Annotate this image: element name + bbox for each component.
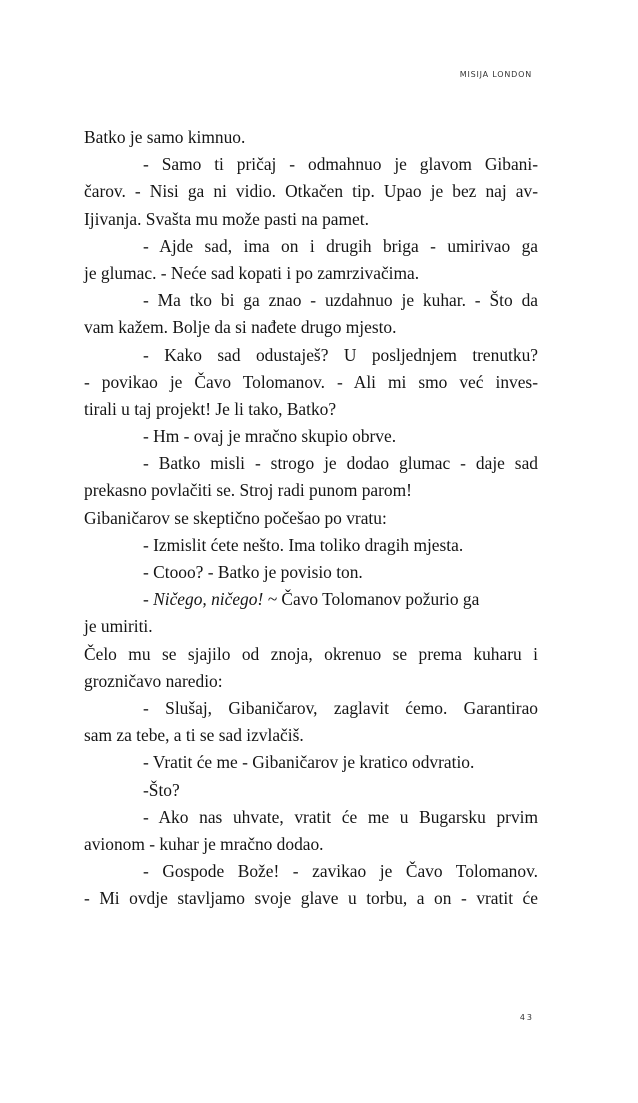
page-number: 43	[519, 1013, 534, 1022]
text-line: - Ctooo? - Batko je povisio ton.	[143, 562, 363, 582]
text-line-italic	[84, 586, 538, 613]
text-line: - Samo ti pričaj - odmahnuo je glavom Gibani-	[143, 154, 538, 175]
text-line: - Hm - ovaj je mračno skupio obrve.	[143, 426, 397, 447]
text-line: - Ajde sad, ima on i drugih briga - umirivao ga	[143, 235, 538, 256]
text-line: je umiriti.	[84, 616, 153, 637]
body-text	[84, 124, 538, 912]
text-line: Čelo mu se sjajilo od znoja, okrenuo se prema kuharu i	[84, 643, 538, 664]
text-line: sam za tebe, a ti se sad izvlačiš.	[84, 725, 304, 746]
text-line: čarov. - Nisi ga ni vidio. Otkačen tip. Upao je bez naj av-	[84, 181, 538, 202]
text-line: - Mi ovdje stavljamo svoje glave u torbu, a on - vratit će	[84, 888, 538, 909]
text-line: - Batko misli - strogo je dodao glumac - daje sad	[143, 453, 538, 474]
text-line: - Ako nas uhvate, vratit će me u Bugarsku prvim	[143, 806, 538, 827]
text-line: avionom - kuhar je mračno dodao.	[84, 833, 324, 854]
text-line: - Izmislit ćete nešto. Ima toliko dragih mjesta.	[143, 534, 464, 555]
text-line: - Ma tko bi ga znao - uzdahnuo je kuhar. - Što da	[143, 290, 538, 311]
running-header: MISIJA LONDON	[459, 70, 532, 79]
text-line: Gibaničarov se skeptično počešao po vratu:	[84, 507, 387, 528]
text-line: - Gospode Bože! - zavikao je Čavo Tolomanov.	[143, 861, 538, 882]
text-line: - Kako sad odustaješ? U posljednjem trenutku?	[143, 344, 538, 365]
text-line: prekasno povlačiti se. Stroj radi punom parom!	[84, 480, 412, 501]
text-line: je glumac. - Neće sad kopati i po zamrzivačima.	[84, 262, 420, 283]
text-line: -Što?	[143, 779, 180, 800]
text-line: - povikao je Čavo Tolomanov. - Ali mi smo već inves-	[84, 371, 538, 392]
text-line: - Slušaj, Gibaničarov, zaglavit ćemo. Garantirao	[143, 697, 538, 718]
text-line: - Vratit će me - Gibaničarov je kratico odvratio.	[143, 752, 475, 773]
text-line: tirali u taj projekt! Je li tako, Batko?	[84, 398, 337, 419]
italic-phrase: - Ničego, ničego! ~	[143, 589, 277, 610]
text-line: Ijivanja. Svašta mu može pasti na pamet.	[84, 208, 369, 229]
text-line: Batko je samo kimnuo.	[84, 127, 246, 147]
text-line: vam kažem. Bolje da si nađete drugo mjesto.	[84, 317, 397, 338]
line-rest: Čavo Tolomanov požurio ga	[277, 589, 480, 610]
text-line: grozničavo naredio:	[84, 670, 223, 691]
